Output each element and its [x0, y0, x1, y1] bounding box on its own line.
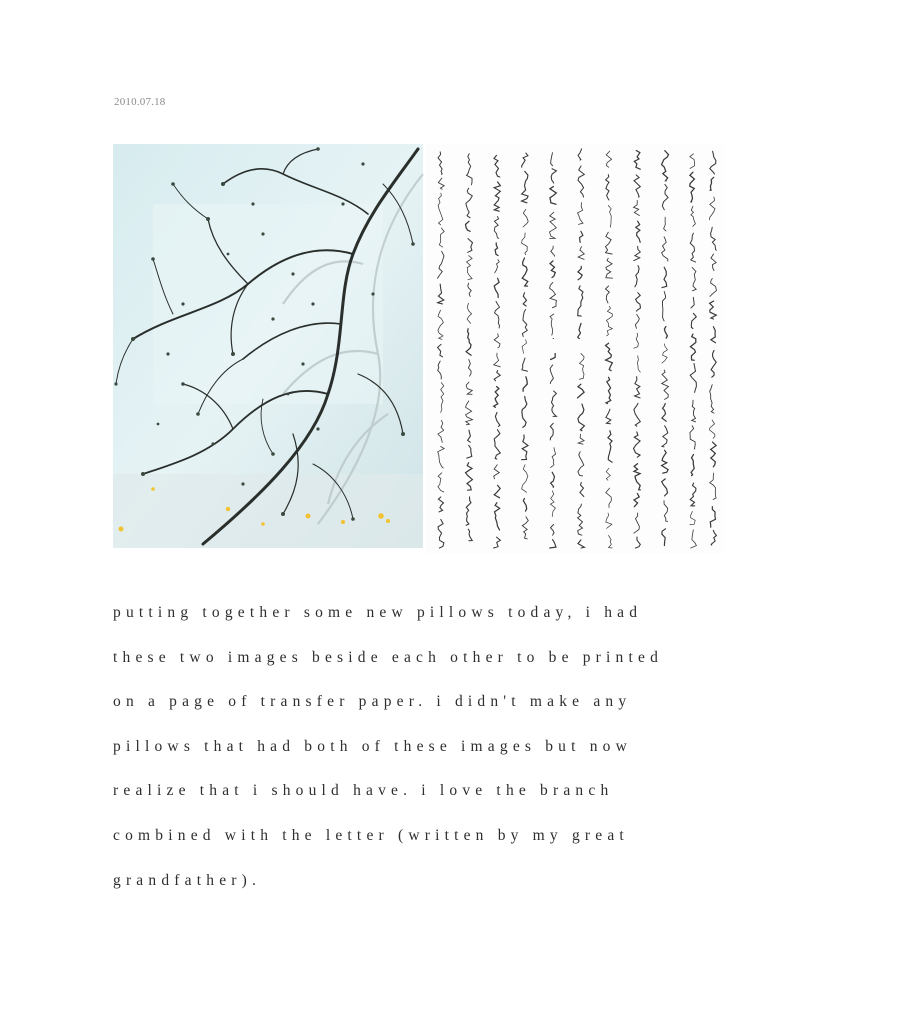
post-line: on a page of transfer paper. i didn't make any [113, 693, 632, 711]
post-line: combined with the letter (written by my great [113, 826, 629, 844]
post-line: grandfather). [113, 871, 262, 889]
post-line: pillows that had both of these images but now [113, 737, 632, 755]
letter-photo [426, 144, 724, 554]
post-line: these two images beside each other to be printed [113, 648, 664, 666]
post-image [113, 144, 724, 554]
post-line: realize that i should have. i love the branch [113, 782, 614, 800]
post-line: putting together some new pillows today, i had [113, 604, 643, 621]
post-body [113, 599, 783, 911]
branch-photo [113, 144, 423, 548]
post-date: 2010.07.18 [114, 96, 166, 108]
